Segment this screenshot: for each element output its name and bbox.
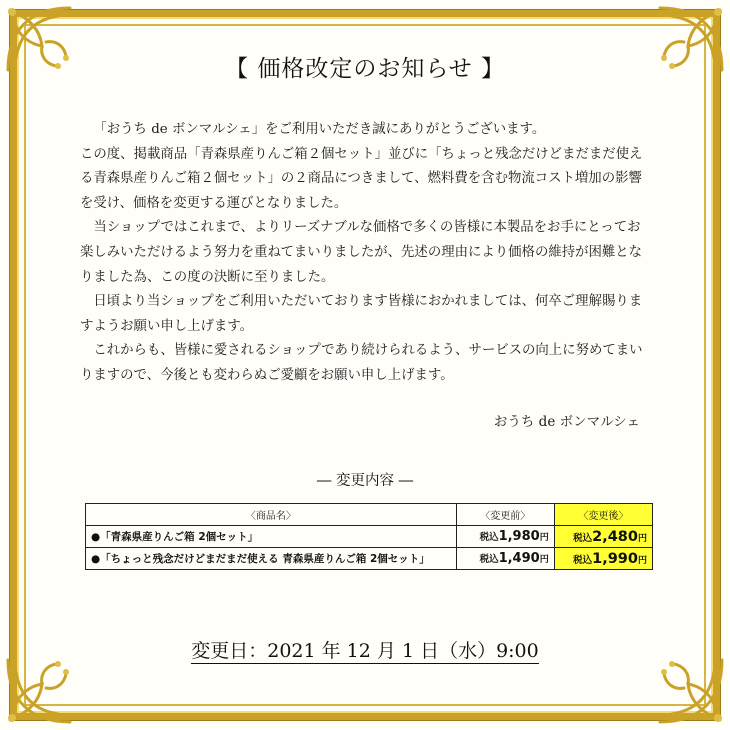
table-row — [86, 526, 653, 548]
tax-label: 税込 — [479, 532, 499, 543]
column-header-product: 〈商品名〉 — [86, 504, 457, 526]
change-date-text: 変更日：2021 年 12 月 1 日（水）9:00 — [191, 640, 539, 662]
table-row — [86, 548, 653, 570]
body-paragraph: この度、掲載商品「青森県産りんご箱２個セット」並びに「ちょっと残念だけどまだまだ使える青森県産りんご箱２個セット」の２商品につきまして、燃料費を含む物流コスト増加の影響を受け、価格を変更する運びとなりました。 — [80, 146, 643, 211]
yen-unit: 円 — [637, 533, 647, 544]
yen-unit: 円 — [539, 533, 549, 543]
body-paragraph: 「おうち de ボンマルシェ」をご利用いただき誠にありがとうございます。 — [93, 122, 546, 137]
change-date — [0, 636, 730, 663]
product-name: ●「ちょっと残念だけどまだまだ使える 青森県産りんご箱 2個セット」 — [86, 548, 457, 570]
tax-label: 税込 — [479, 554, 499, 565]
price-amount: 2,480 — [592, 528, 638, 545]
notice-title: 【 価格改定のお知らせ 】 — [225, 56, 505, 82]
tax-label: 税込 — [573, 532, 593, 544]
price-amount: 1,490 — [498, 551, 540, 566]
tax-label: 税込 — [573, 554, 593, 566]
shop-signature: おうち de ボンマルシェ — [493, 414, 640, 430]
body-paragraph: 当ショップではこれまで、よりリーズナブルな価格で多くの皆様に本製品をお手にとってお楽しみいただけるよう努力を重ねてまいりましたが、先述の理由により価格の維持が困難となりました為、この度の決断に至りました。 — [80, 220, 643, 285]
ornament-corner-icon — [610, 610, 730, 730]
price-before — [456, 548, 554, 570]
ornament-corner-icon — [0, 610, 120, 730]
price-amount: 1,980 — [498, 529, 540, 544]
changes-heading: ― 変更内容 ― — [316, 473, 414, 489]
body-paragraph: これからも、皆様に愛されるショップであり続けられるよう、サービスの向上に努めてまいりますので、今後とも変わらぬご愛顧をお願い申し上げます。 — [80, 343, 643, 383]
column-header-after: 〈変更後〉 — [554, 504, 652, 526]
yen-unit: 円 — [539, 555, 549, 565]
price-change-table — [85, 503, 653, 570]
product-name: ●「青森県産りんご箱 2個セット」 — [86, 526, 457, 548]
yen-unit: 円 — [637, 555, 647, 566]
table-header-row — [86, 504, 653, 526]
price-before — [456, 526, 554, 548]
price-after — [554, 526, 652, 548]
price-amount: 1,990 — [592, 550, 638, 567]
price-after — [554, 548, 652, 570]
notice-body — [80, 118, 652, 389]
body-paragraph: 日頃より当ショップをご利用いただいております皆様におかれましては、何卒ご理解賜りますようお願い申し上げます。 — [80, 294, 643, 334]
column-header-before: 〈変更前〉 — [456, 504, 554, 526]
